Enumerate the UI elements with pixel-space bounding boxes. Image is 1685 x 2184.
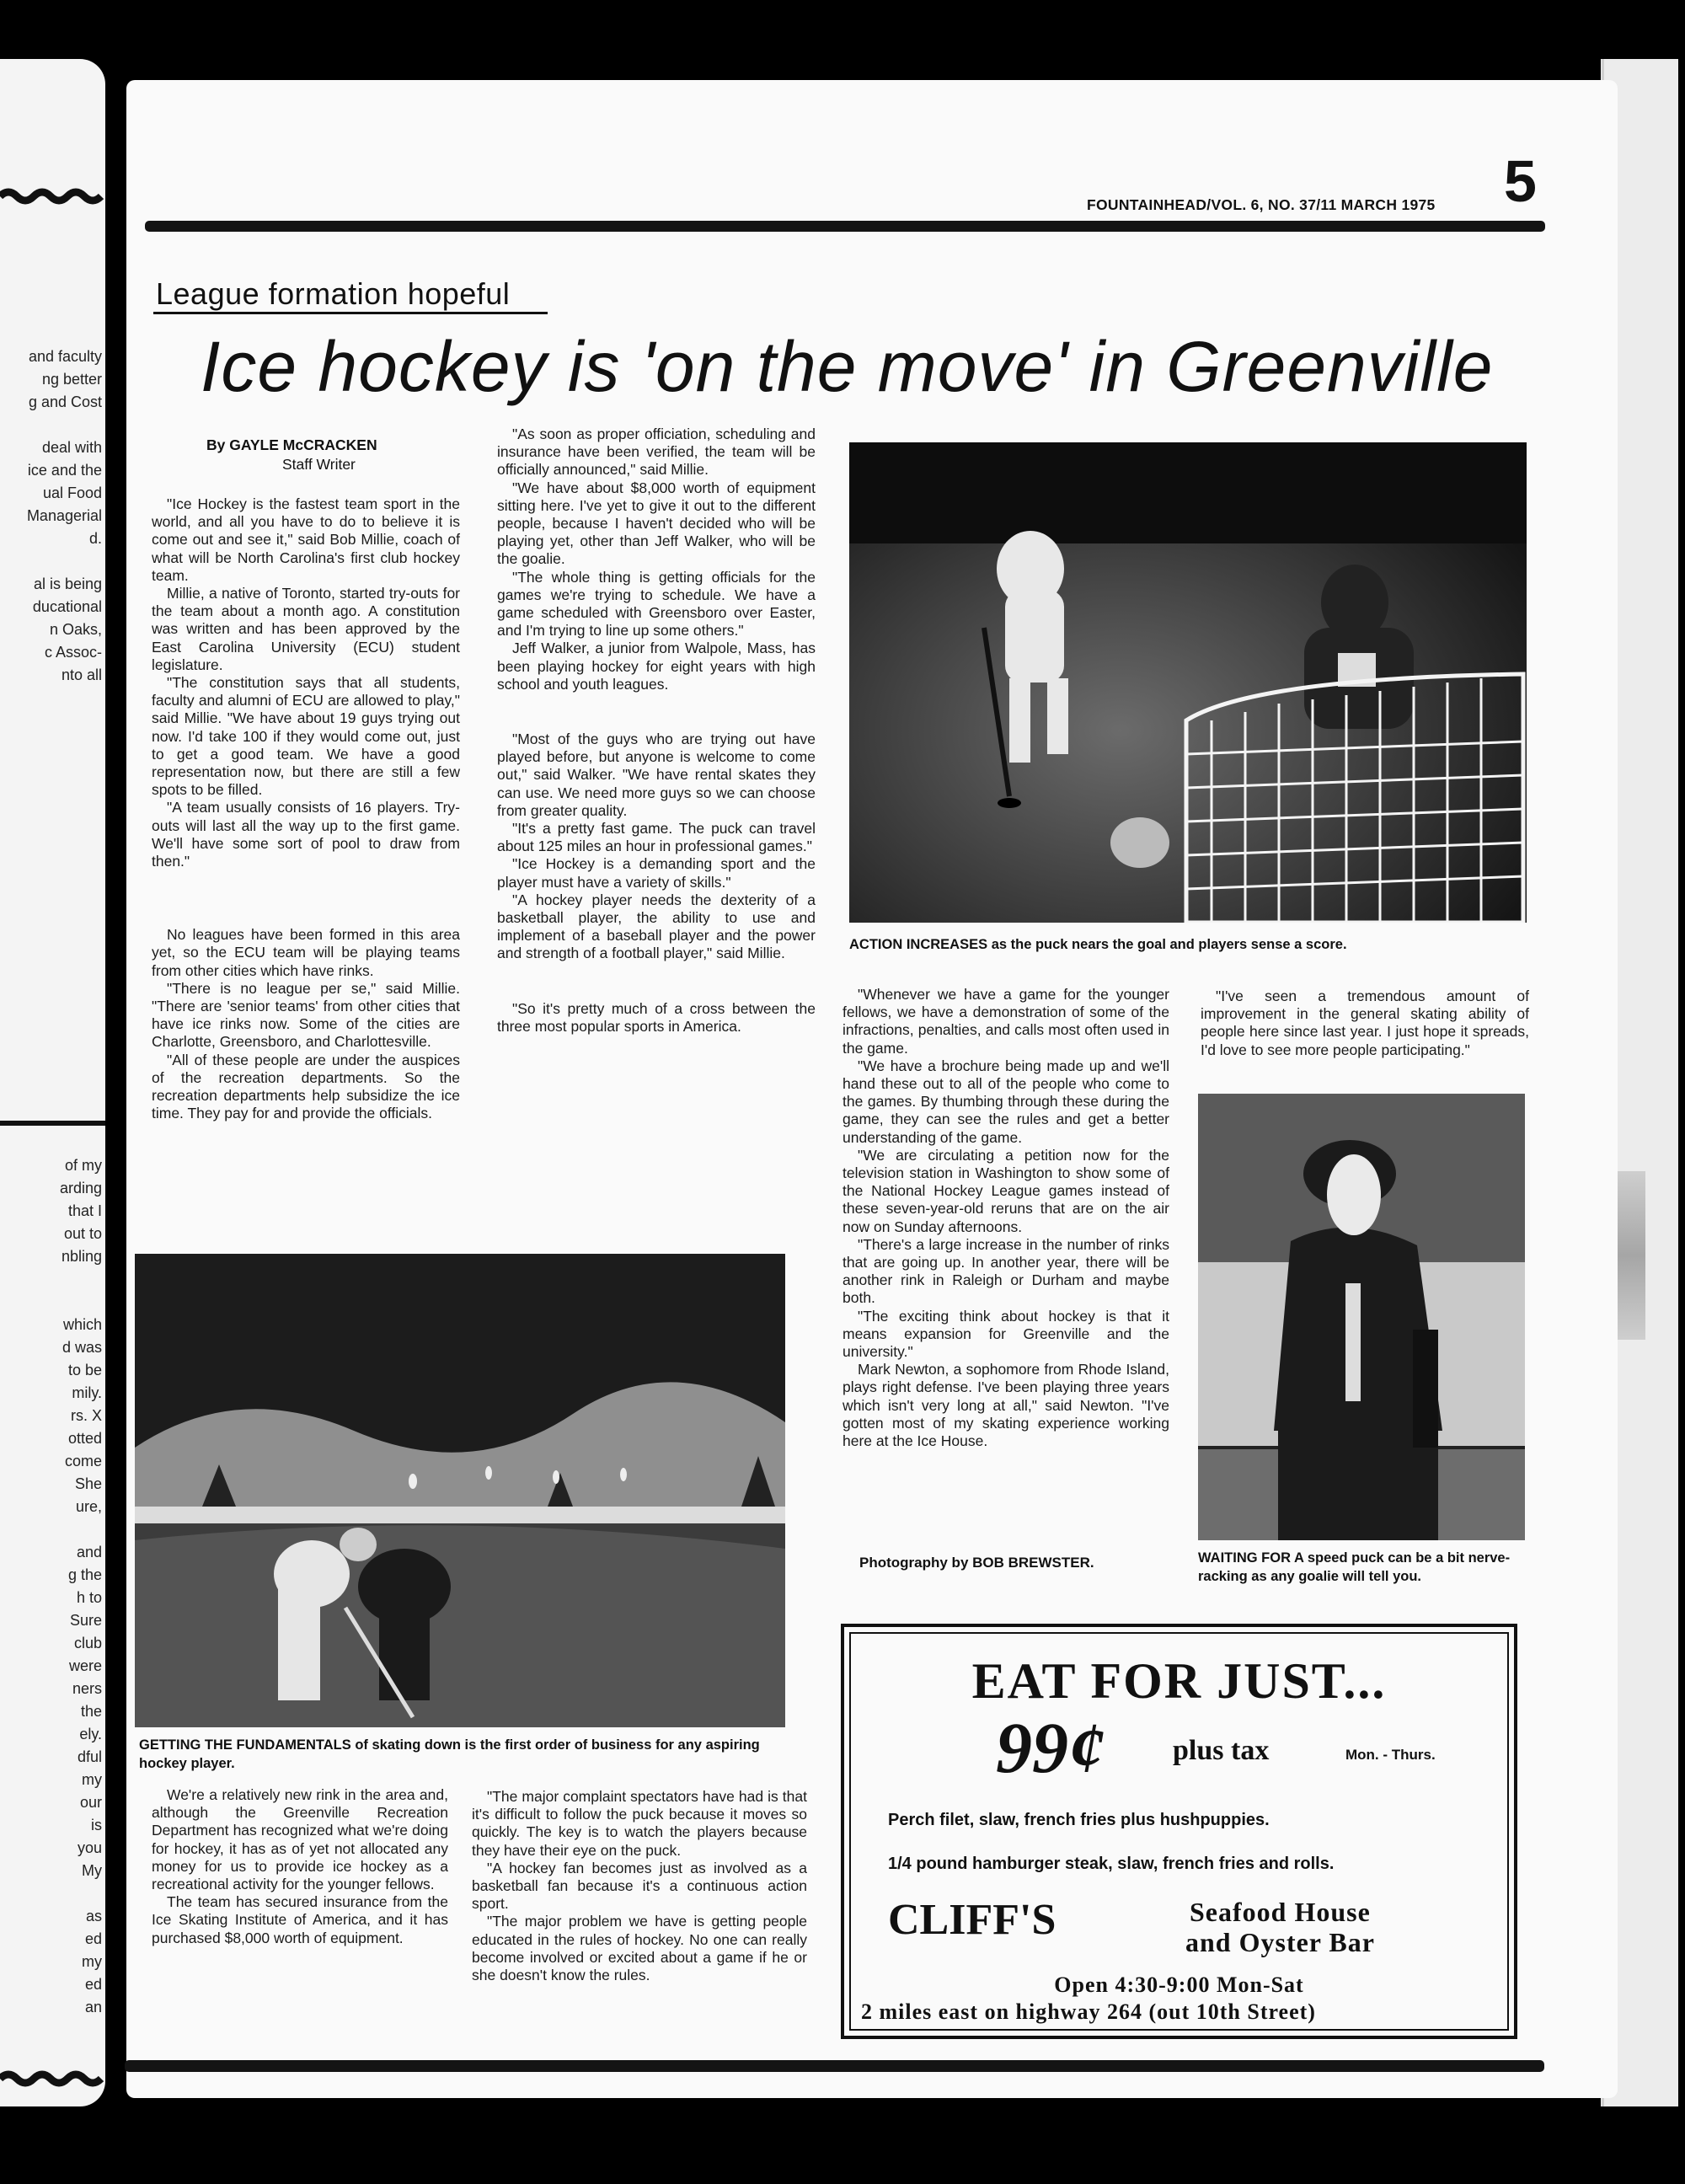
- caption-fundamentals: [139, 1736, 788, 1773]
- paragraph: We're a relatively new rink in the area and, although the Greenville Recreation Department has recognized what we're doing for hockey, it has as of yet not allocated any money for us to provide ice hockey as a recreational activity for the younger fellows.: [152, 1786, 448, 1893]
- paragraph: "The exciting think about hockey is that it means expansion for Greenville and the university.": [842, 1307, 1169, 1361]
- paragraph: Jeff Walker, a junior from Walpole, Mass, has been playing hockey for eight years with high school and youth leagues.: [497, 640, 816, 693]
- paragraph: "There is no league per se," said Millie. "There are 'senior teams' from other cities that have ice rinks now. Some of the cities are Charlotte, Greensboro, and Charlottesville.: [152, 979, 460, 1051]
- photo-action-increases: [849, 442, 1527, 923]
- paragraph: "I've seen a tremendous amount of improvement in the general skating ability of people here since last year. I just hope it spreads, I'd love to see more people participating.": [1201, 988, 1529, 1058]
- article-column-3: [842, 986, 1169, 1450]
- paragraph: "A hockey fan becomes just as involved as a basketball fan because it's a continuous action sport.: [472, 1859, 807, 1913]
- paragraph: "The whole thing is getting officials for the games we're trying to schedule. We have a game scheduled with Greensboro over Easter, and I'm trying to line up some others.": [497, 568, 816, 640]
- ad-name: CLIFF'S: [888, 1896, 1056, 1944]
- masthead-publication: FOUNTAINHEAD/VOL. 6, NO. 37/11 MARCH 1975: [1087, 196, 1436, 213]
- skating-practice-image: [135, 1254, 785, 1727]
- paragraph: "As soon as proper officiation, scheduling and insurance have been verified, the team will be officially announced," said Millie.: [497, 426, 816, 479]
- caption-text: of skating down is the first order of business for any aspiring hockey player.: [139, 1737, 760, 1771]
- paragraph: "The major problem we have is getting people educated in the rules of hockey. No one can really become involved or excited about a game if he or she doesn't know the rules.: [472, 1913, 807, 1984]
- paragraph: "The constitution says that all students, faculty and alumni of ECU are allowed to play," said Millie. "We have about 19 guys trying out now. I'd take 100 if they would come out, just to get a good team. We have a good representation now, but there are still a few spots to be filled.: [152, 674, 460, 799]
- ad-tagline-2: and Oyster Bar: [1185, 1927, 1375, 1957]
- article-bottom-column-2: [472, 1788, 807, 1984]
- caption-goalie: [1198, 1549, 1531, 1586]
- article-column-4: [1201, 988, 1529, 1059]
- paragraph: "Whenever we have a game for the younger fellows, we have a demonstration of some of the infractions, penalties, and calls most often used in the game.: [842, 986, 1169, 1057]
- caption-text: as the puck nears the goal and players sense a score.: [987, 937, 1347, 952]
- caption-action: [849, 935, 1532, 954]
- left-page-text-top: and faculty ng better g and Cost deal with ice and the ual Food Managerial d. al is being ducational n Oaks, c Assoc- nto all: [26, 348, 102, 683]
- photo-credit: Photography by BOB BREWSTER.: [859, 1555, 1094, 1571]
- top-rule: [145, 221, 1545, 232]
- adjacent-page-edge: [0, 59, 105, 2106]
- paragraph: "Most of the guys who are trying out have played before, but anyone is welcome to come out," said Walker. "We have rental skates they can use. We need more guys so we can choose from greater quality.: [497, 731, 816, 819]
- byline: By GAYLE McCRACKEN: [206, 436, 377, 453]
- paragraph: "We have a brochure being made up and we'll hand these out to all of the people who come to the games. By thumbing through these during the game, they can see the rules and get a better understanding of the game.: [842, 1057, 1169, 1146]
- caption-text: speed puck can be a bit nerve-racking as any goalie will tell you.: [1198, 1550, 1511, 1584]
- paragraph: "A team usually consists of 16 players. Try-outs will last all the way up to the first game. We'll have some sort of pool to draw from then.": [152, 799, 460, 870]
- paragraph: Mark Newton, a sophomore from Rhode Island, plays right defense. I've been playing three years which isn't very long at all," said Newton. "I've gotten most of my skating experience working here at the Ice House.: [842, 1361, 1169, 1450]
- wavy-rule: [0, 2066, 105, 2091]
- paragraph: Millie, a native of Toronto, started try-outs for the team about a month ago. A constitution was written and has been approved by the East Carolina University (ECU) student legislature.: [152, 585, 460, 673]
- hockey-action-image: [849, 442, 1527, 923]
- kicker-underline: [153, 312, 548, 314]
- ad-hours: Open 4:30-9:00 Mon-Sat: [1054, 1973, 1304, 1997]
- paragraph: "Ice Hockey is a demanding sport and the player must have a variety of skills.": [497, 855, 816, 891]
- paragraph: "There's a large increase in the number of rinks that are going up. In another year, there will be another rink in Raleigh or Durham and maybe both.: [842, 1235, 1169, 1307]
- left-page-rule: [0, 1121, 105, 1126]
- paragraph: "All of these people are under the auspices of the recreation departments. So the recreation departments help subsidize the ice time. They pay for and provide the officials.: [152, 1051, 460, 1122]
- article-headline: Ice hockey is 'on the move' in Greenville: [201, 327, 1494, 406]
- ad-tagline-1: Seafood House: [1190, 1897, 1371, 1927]
- caption-lead: WAITING FOR A: [1198, 1550, 1304, 1566]
- article-kicker: League formation hopeful: [156, 276, 511, 311]
- ad-item-1: Perch filet, slaw, french fries plus hushpuppies.: [888, 1811, 1270, 1829]
- article-column-1: [152, 495, 460, 1123]
- byline-role: Staff Writer: [282, 456, 356, 473]
- paragraph: "So it's pretty much of a cross between the three most popular sports in America.: [497, 999, 816, 1035]
- paragraph: No leagues have been formed in this area yet, so the ECU team will be playing teams from other cities which have rinks.: [152, 926, 460, 979]
- paragraph: The team has secured insurance from the Ice Skating Institute of America, and it has purchased $8,000 worth of equipment.: [152, 1893, 448, 1946]
- ad-price: 99¢: [996, 1707, 1105, 1788]
- paragraph: "It's a pretty fast game. The puck can travel about 125 miles an hour in professional games.": [497, 820, 816, 855]
- paragraph: "We are circulating a petition now for the television station in Washington to show some of the National Hockey League games instead of these seven-year-old reruns that are on the air now on Sunday afternoons.: [842, 1146, 1169, 1235]
- ad-item-2: 1/4 pound hamburger steak, slaw, french fries and rolls.: [888, 1855, 1335, 1873]
- wavy-rule: [0, 184, 105, 209]
- ad-cliffs: [841, 1624, 1517, 2039]
- photo-goalie: [1198, 1094, 1525, 1540]
- caption-lead: GETTING THE FUNDAMENTALS: [139, 1737, 351, 1753]
- paragraph: "The major complaint spectators have had is that it's difficult to follow the puck because it moves so quickly. The key is to watch the players because they have their eye on the puck.: [472, 1788, 807, 1859]
- paragraph: "A hockey player needs the dexterity of a basketball player, the ability to use and implement of a baseball player and the power and strength of a football player," said Millie.: [497, 891, 816, 962]
- ad-price-note: plus tax: [1173, 1735, 1270, 1766]
- article-column-2: [497, 426, 816, 1036]
- ad-days: Mon. - Thurs.: [1345, 1747, 1436, 1763]
- caption-lead: ACTION INCREASES: [849, 937, 988, 952]
- paragraph: "We have about $8,000 worth of equipment sitting here. I've yet to give it out to the different people, because I haven't decided who will be playing yet, other than Jeff Walker, who will be the goalie.: [497, 479, 816, 568]
- goalie-image: [1198, 1094, 1525, 1540]
- paragraph: "Ice Hockey is the fastest team sport in the world, and all you have to do to believe it is come out and see it," said Bob Millie, coach of what will be North Carolina's first club hockey team.: [152, 495, 460, 584]
- ad-directions: 2 miles east on highway 264 (out 10th Street): [861, 1999, 1316, 2024]
- left-page-text-bottom: of my arding that I out to nbling which d was to be mily. rs. X otted come She ure, and g the h to Sure club were ners the ely. dful my our is you My as ed my ed an: [59, 1157, 102, 2015]
- bottom-rule: [125, 2060, 1544, 2072]
- photo-fundamentals: [135, 1254, 785, 1727]
- page-number: 5: [1504, 148, 1537, 214]
- article-bottom-column-1: [152, 1786, 448, 1947]
- ad-headline: EAT FOR JUST...: [971, 1653, 1387, 1709]
